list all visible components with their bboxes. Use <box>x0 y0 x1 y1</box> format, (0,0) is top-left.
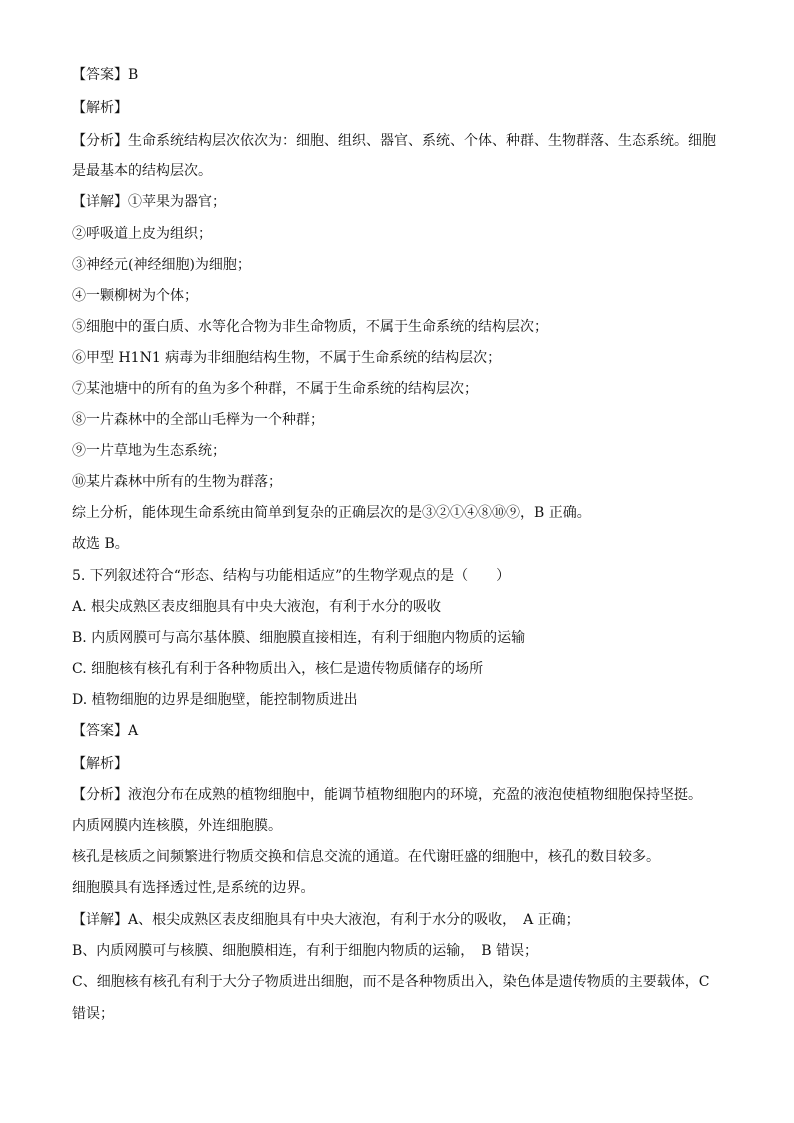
q4-xiangjie-item: ⑦某池塘中的所有的鱼为多个种群，不属于生命系统的结构层次； <box>72 381 478 397</box>
q5-stem: 5. 下列叙述符合“形态、结构与功能相适应”的生物学观点的是（ ） <box>72 568 511 584</box>
q5-option-c: C. 细胞核有核孔有利于各种物质出入，核仁是遗传物质储存的场所 <box>72 661 484 677</box>
q5-fenxi-item: 核孔是核质之间频繁进行物质交换和信息交流的通道。在代谢旺盛的细胞中，核孔的数目较多。 <box>72 849 660 865</box>
q5-xiangjie-item: B、内质网膜可与核膜、细胞膜相连，有利于细胞内物质的运输， B 错误； <box>72 943 539 959</box>
q4-xiangjie-item: ②呼吸道上皮为组织； <box>72 226 212 242</box>
q5-xiangjie-item: 【详解】A、根尖成熟区表皮细胞具有中央大液泡，有利于水分的吸收， A 正确； <box>72 912 580 928</box>
q4-xiangjie-item: ③神经元(神经细胞)为细胞； <box>72 257 251 273</box>
q4-xiangjie-item: ⑨一片草地为生态系统； <box>72 443 226 459</box>
q4-xiangjie-item: ⑤细胞中的蛋白质、水等化合物为非生命物质，不属于生命系统的结构层次； <box>72 319 548 335</box>
q4-answer: 【答案】B <box>72 67 139 83</box>
q4-fenxi-line-2: 是最基本的结构层次。 <box>72 163 212 179</box>
q5-xiangjie-item: 错误； <box>72 1006 114 1022</box>
q4-xiangjie-item: 【详解】①苹果为器官； <box>72 194 226 210</box>
q5-answer: 【答案】A <box>72 723 139 739</box>
q5-option-d: D. 植物细胞的边界是细胞壁，能控制物质进出 <box>72 692 358 708</box>
q4-analysis-heading: 【解析】 <box>72 100 128 116</box>
q4-fenxi-line-1: 【分析】生命系统结构层次依次为：细胞、组织、器官、系统、个体、种群、生物群落、生态系统。细胞 <box>72 133 716 149</box>
q5-xiangjie-item: C、细胞核有核孔有利于大分子物质进出细胞，而不是各种物质出入，染色体是遗传物质的主要载体，C <box>72 974 710 990</box>
q5-fenxi-item: 内质网膜内连核膜，外连细胞膜。 <box>72 818 282 834</box>
q4-xiangjie-item: ⑩某片森林中所有的生物为群落； <box>72 474 282 490</box>
q5-fenxi-item: 【分析】液泡分布在成熟的植物细胞中，能调节植物细胞内的环境，充盈的液泡使植物细胞保持坚挺。 <box>72 787 702 803</box>
q4-xiangjie-item: ⑥甲型 H1N1 病毒为非细胞结构生物，不属于生命系统的结构层次； <box>72 350 502 366</box>
q4-xiangjie-item: ④一颗柳树为个体； <box>72 288 198 304</box>
q4-xiangjie-item: ⑧一片森林中的全部山毛榉为一个种群； <box>72 412 324 428</box>
q5-option-b: B. 内质网膜可与高尔基体膜、细胞膜直接相连，有利于细胞内物质的运输 <box>72 630 526 646</box>
q5-analysis-heading: 【解析】 <box>72 756 128 772</box>
q5-option-a: A. 根尖成熟区表皮细胞具有中央大液泡，有利于水分的吸收 <box>72 599 442 615</box>
q4-summary: 综上分析，能体现生命系统由简单到复杂的正确层次的是③②①④⑧⑩⑨，B 正确。 <box>72 505 591 521</box>
q4-conclusion: 故选 B。 <box>72 536 129 552</box>
q5-fenxi-item: 细胞膜具有选择透过性,是系统的边界。 <box>72 880 315 896</box>
